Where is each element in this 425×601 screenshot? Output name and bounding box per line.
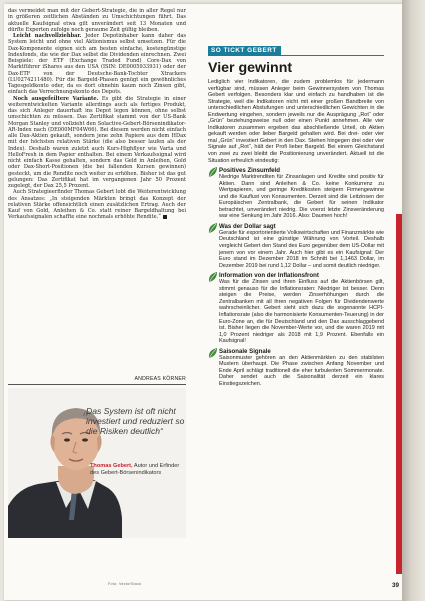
pull-quote: Das System ist oft nicht investiert und reduziert so die Risiken deutlich“ bbox=[86, 406, 185, 436]
paragraph-lead: Leicht nachvollziehbar. bbox=[13, 33, 82, 39]
article-left-column bbox=[8, 8, 186, 378]
sidebar-intro: Lediglich vier Indikatoren, die zudem problemlos für jedermann verfügbar sind, müssen Anleger beim Gewinnersystem von Thomas Gebert verfolgen. Besonders klar und einfach zu handhaben ist die Strategie, weil die Indikatoren nicht mit einer großen Bandbreite von unterschiedlichen Abstufungen und unterschiedlichen Gewichten in die Endwertung eingehen, sondern jeweils nur die Ausprägung „Rot“ oder „Grün“ beziehungsweise null oder einen Punkt annehmen. Alle vier Indikatoren zusammen ergeben das abschließende Urteil, ob Aktien gekauft werden oder lieber Bargeld gehalten wird. Bei drei- oder vier mal „Grün“ investiert Gebert in den Dax. Stehen hingegen drei oder vier Signale auf „Rot“, hält der Profi lieber Bargeld. Bei einem Gleichstand von zwei zu zwei bleibt die Positionierung unverändert. Aktuell ist die Situation erfreulich eindeutig: bbox=[208, 79, 384, 164]
green-leaf-icon bbox=[208, 222, 218, 234]
article-paragraph: Auch Strategieerfinder Thomas Gebert lobt die Weiterentwicklung des Ansatzes: „In steigenden Märkten bringt das Konzept der relativen Stärke offensichtlich einen zusätzlichen Ertrag. Auch der Kauf von Gold, Anleihen & Co. statt reiner Bargeldhaltung bei Verkaufssignalen schaffte eine nochmals erhöhte Rendite.“ bbox=[8, 189, 186, 221]
indicator-text: Niedrige Marktrenditen für Zinsanlagen und Kredite sind positiv für Aktien. Dann sind Anleihen & Co. keine Konkurrenz zu Wertpapieren, und geringe Kreditkosten steigern Firmengewinne und die Kauflust von Konsumenten. Derzeit sind die Leitzinsen der Europäischen Zentralbank, die Gebert für seinen Indikator betrachtet, unverändert niedrig. Die voerst letzte Zinsveränderung war eine Senkung im Jahr 2016. Also: Daumen hoch! bbox=[219, 174, 384, 220]
article-paragraph: das vermeidet man mit der Gebert-Strategie, die in aller Regel nur in größeren zeitlichen Abständen zu Umschichtungen führt. Das aktuelle Kaufsignal etwa gilt unverändert seit 13 Monaten und dürfte Experten zufolge noch geraume Zeit gültig bleiben. bbox=[8, 8, 186, 33]
magazine-page bbox=[4, 4, 402, 600]
article-paragraph bbox=[8, 96, 186, 190]
quote-person-role: Autor und Erfinder des Gebert-Börsenindikators bbox=[90, 463, 180, 476]
indicator-title: Saisonale Signale bbox=[219, 347, 271, 355]
paragraph-lead: Noch ausgefeiltere Variante. bbox=[13, 95, 99, 102]
indicator-section bbox=[208, 348, 384, 388]
indicator-text: Saisonmuster gehören an den Aktienmärkten zu den stabilsten Mustern überhaupt. Die Phase zwischen Anfang November und Ende April schlägt traditionell die eher turbulenten Sommermonate. Daher sendet auch die Saisonalität derzeit ein klares Einstiegszeichen. bbox=[219, 354, 384, 387]
page-edge bbox=[402, 0, 425, 601]
quote-caption bbox=[90, 463, 186, 477]
indicator-text: Was für die Zinsen und ihren Einfluss auf die Aktienbörsen gilt, stimmt genauso für die Inflationsraten: Niedriger ist besser. Denn steigen die Preise, werden Zinserhöhungen durch die Zentralbanken mit all ihren negativen Folgen für Dividendenwerte wahrscheinlicher. Gebert sieht sich dazu die sogenannte HCPI-Inflationsrate (also die harmonisierte Konsumenten-Teuerung) in der Euro-Zone an, die für Deutschland und den Dax ausschlaggebend ist. Bisher liegen die November-Werte vor, und die waren 2019 mit 1,0 Prozent niedriger als 2018 mit 1,9 Prozent. Ebenfalls ein Kaufsignal! bbox=[219, 279, 384, 345]
page-number: 39 bbox=[392, 582, 399, 589]
sidebar-headline: Vier gewinnt bbox=[208, 60, 293, 76]
indicator-section bbox=[208, 223, 384, 269]
author-credit: ANDREAS KÖRNER bbox=[134, 376, 186, 382]
quote-person-name: Thomas Gebert, bbox=[90, 463, 133, 469]
paragraph-body: Jeder Depotinhaber kann daher das System leicht und ohne viel Aktionismus selbst umsetzen. Für die Dax-Komponente eignen sich am besten einfache, kostengünstige Indexfonds, die wie der Dax selbst die Dividenden einrechnen. Zwei Beispiele: der ETF (Exchange Traded Fund) Core-Dax von Marktführer iShares aus den USA (ISIN: DE0005933931) oder der Dax-ETF von der Deutsche-Bank-Tochter Xtrackers (LU0274211480). Für die Bargeld-Phasen genügt ein gewöhnliches Tagesgeldkonto oder, da es dort ohnehin kaum noch Zinsen gibt, einfach das Verrechnungskonto des Depots. bbox=[8, 33, 186, 96]
green-leaf-icon bbox=[208, 347, 218, 359]
indicator-title: Information von der Inflationsfront bbox=[219, 272, 319, 280]
indicator-title: Positives Zinsumfeld bbox=[219, 167, 280, 175]
square-end-icon bbox=[163, 215, 167, 219]
indicator-title: Was der Dollar sagt bbox=[219, 222, 276, 230]
sidebar-box bbox=[208, 8, 384, 588]
photo-credit: Foto: VectorStock bbox=[108, 582, 142, 586]
divider bbox=[8, 384, 186, 385]
paragraph-body: Es gibt die Strategie in einer weiterentwickelten Variante allerdings auch als fertiges Produkt, das sich Anleger dauerhaft ins Depot legen können, ohne selbst umschichten zu müssen. Das Zertifikat stammt von der US-Bank Morgan Stanley und vollzieht den Solactive-Gebert-Börsenindikator-AR-Index nach (DE000MF04W66). Bei diesem werden nicht einfach alle Dax-Aktien gekauft, sondern jene zehn Papiere aus dem HDax mit der höchsten relativen Stärke (die also besser laufen als der Index). Deshalb waren zuletzt auch Kurs-Highflyer wie Varta und HelloFresh in dem Papier enthalten. Bei einem Verkaufssignal wird nicht einfach Kasse gehalten, sondern das Geld in Anleihen, Gold oder Dax-Short-Positionen (die bei fallenden Kursen gewinnen) gesteckt, um die Rendite noch weiter zu erhöhen. Bisher ist das gut gelungen: Das Zertifikat hat im vergangenen Jahr 50 Prozent zugelegt, der Dax 25,5 Prozent. bbox=[8, 95, 186, 189]
green-leaf-icon bbox=[208, 271, 218, 283]
quote-mark-icon: „ bbox=[82, 400, 90, 418]
kicker-label: SO TICKT GEBERT bbox=[208, 46, 281, 55]
indicator-section bbox=[208, 167, 384, 220]
indicator-text: Gerade für exportorientierte Volkswirtschaften und Finanzmärkte wie Deutschland ist eine günstige Währung von Vorteil. Deshalb vergleicht Gebert den Stand des Euro gegenüber dem US-Dollar mit jenem von vor einem Jahr. Auch hier gibt es ein Kaufsignal: Der Euro stand im Dezember 2018 im Schnitt bei 1,1463 Dollar, im Dezember 2019 bei rund 1,12 Dollar – und somit deutlich niedriger. bbox=[219, 229, 384, 269]
indicator-section bbox=[208, 272, 384, 344]
article-paragraph bbox=[8, 33, 186, 96]
green-leaf-icon bbox=[208, 166, 218, 178]
